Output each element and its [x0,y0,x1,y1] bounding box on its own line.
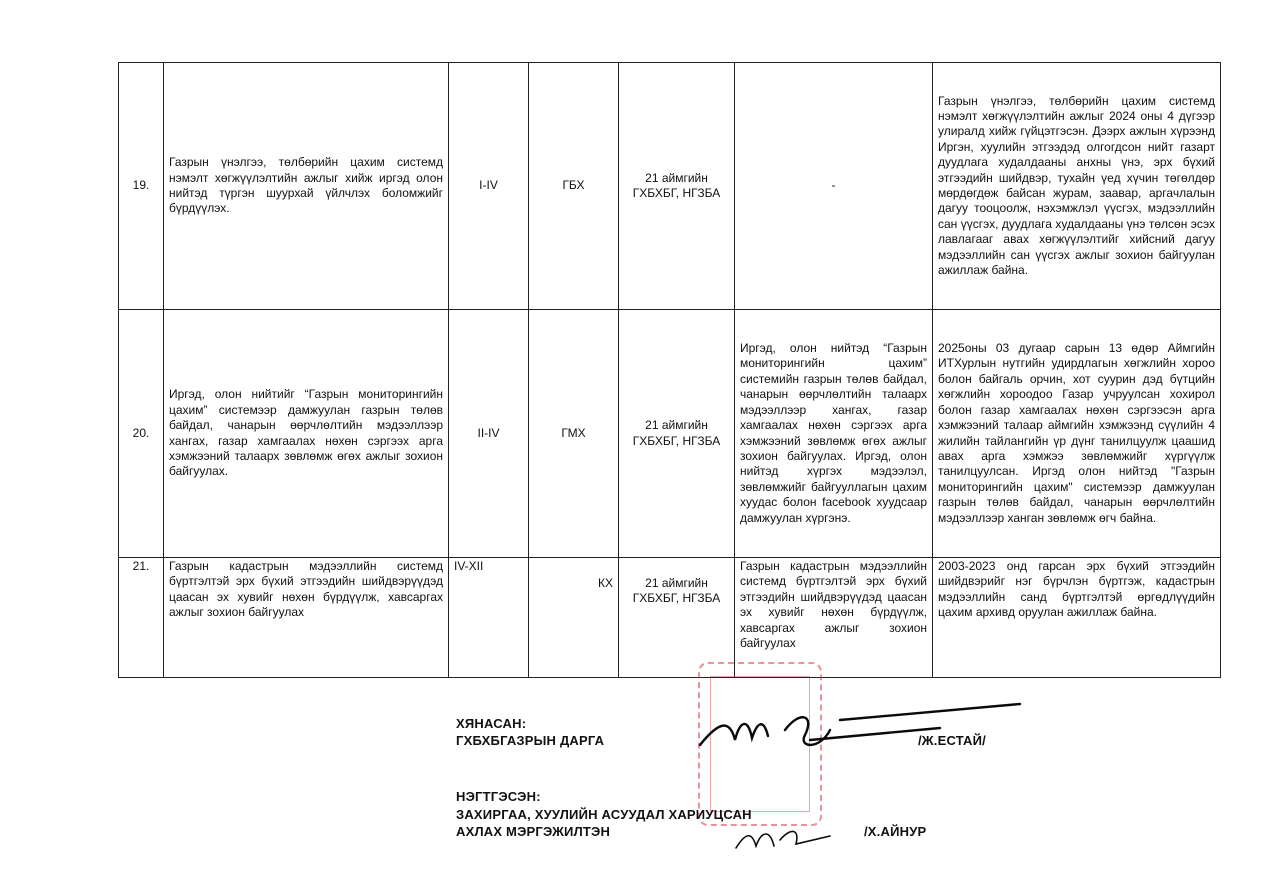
verified-label: НЭГТГЭСЭН: [456,789,541,804]
partner-cell: 21 аймгийн ГХБХБГ, НГЗБА [619,63,735,310]
partner-cell: 21 аймгийн ГХБХБГ, НГЗБА [619,310,735,558]
row-number: 21. [119,558,164,678]
plan-cell: Иргэд, олон нийтэд “Газрын мониторингийн цахим” системийн газрын төлөв байдал, чанарын өөрчлөлтийн талаарх мэдээллээр хангах, газар хамгаалах нөхөн сэргээх арга хэмжээний зөвлөмж өгөх ажлыг зохион байгуулах. Иргэд, олон нийтэд хүргэх мэдээлэл, зөвлөмжийг байгууллагын цахим хуудас болон facebook хуудсаар дамжуулан хүргэнэ. [735,310,933,558]
task-cell: Иргэд, олон нийтийг “Газрын мониторингийн цахим” системээр дамжуулан газрын төлөв байдал, чанарын өөрчлөлтийн мэдээллээр хангах, газар хамгаалах нөхөн сэргээх арга хэмжээний талаарх зөвлөмж өгөх ажлыг зохион байгуулах. [164,310,449,558]
result-cell: Газрын үнэлгээ, төлбөрийн цахим системд нэмэлт хөгжүүлэлтийн ажлыг 2024 оны 4 дүгээр улиралд хийж гүйцэтгэсэн. Дээрх ажлын хүрээнд Иргэн, хуулийн этгээдэд олгогдсон нийт газарт дуудлага худалдааны анхны үнэ, эрх бүхий этгээдийн шийдвэр, тухайн үед хүчин төгөлдөр мөрдөгдөж байсан журам, заавар, аргачлалын дагуу тооцоолж, нэхэмжлэл үүсгэх, мэдээллийн сан үүсгэх, дуудлага худалдааны үнэ төлсөн эсэх лавлагааг авах хөгжүүлэлтийг хийсний дагуу мэдээллийн сан үүсгэх ажлыг зохион байгуулан ажиллаж байна. [933,63,1221,310]
task-cell: Газрын кадастрын мэдээллийн системд бүртгэлтэй эрх бүхий этгээдийн шийдвэрүүдэд цаасан эх хувийг нөхөн бүрдүүлж, хавсаргах ажлыг зохион байгуулах [164,558,449,678]
table-row [119,63,1221,310]
reviewed-name: /Ж.ЕСТАЙ/ [918,733,986,748]
task-cell: Газрын үнэлгээ, төлбөрийн цахим системд нэмэлт хөгжүүлэлтийн ажлыг хийж иргэд олон нийтэд түргэн шуурхай үйлчлэх боломжийг бүрдүүлэх. [164,63,449,310]
plan-cell: - [735,63,933,310]
responsible-cell: ГМХ [529,310,619,558]
reviewed-title: ГХБХБГАЗРЫН ДАРГА [456,733,605,748]
period-cell: I-IV [449,63,529,310]
responsible-cell: ГБХ [529,63,619,310]
period-cell: IV-XII [449,558,529,678]
row-number: 20. [119,310,164,558]
row-number: 19. [119,63,164,310]
signature-mark-1 [690,690,1030,770]
result-cell: 2003-2023 онд гарсан эрх бүхий этгээдийн шийдвэрийг нэг бүрчлэн бүртгэж, кадастрын мэдээллийн санд бүртгэлтэй өргөдлүүдийн цахим архивд оруулан ажиллаж байна. [933,558,1221,678]
table-row [119,558,1221,678]
period-cell: II-IV [449,310,529,558]
signature-mark-2 [730,820,840,860]
partner-cell: 21 аймгийн ГХБХБГ, НГЗБА [619,558,735,678]
report-table [118,62,1221,678]
verified-title-2: АХЛАХ МЭРГЭЖИЛТЭН [456,824,611,839]
verified-name: /Х.АЙНУР [864,824,927,839]
reviewed-label: ХЯНАСАН: [456,716,527,731]
responsible-cell: КХ [529,558,619,678]
result-cell: 2025оны 03 дугаар сарын 13 өдөр Аймгийн ИТХурлын нутгийн удирдлагын хөгжлийн хороо болон байгаль орчин, хот суурин дэд бүтцийн хөгжлийн хороодоо Газар учруулсан хохирол болон газар хамгаалах нөхөн сэргээсэн арга хэмжээний талаар аймгийн хэмжээнд сүүлийн 4 жилийн тайлангийн үр дүнг танилцуулж цаашид авах арга хэмжээ зөвлөмжийг хүргүүлж танилцуулсан. Иргэд олон нийтэд "Газрын мониторингийн цахим" системээр дамжуулан газрын төлөв байдал, чанарын өөрчлөлтийн мэдээллээр ханган зөвлөмж өгч байна. [933,310,1221,558]
plan-cell: Газрын кадастрын мэдээллийн системд бүртгэлтэй эрх бүхий этгээдийн шийдвэрүүдэд цаасан эх хувийг нөхөн бүрдүүлж, хавсаргах ажлыг зохион байгуулах [735,558,933,678]
verified-title-1: ЗАХИРГАА, ХУУЛИЙН АСУУДАЛ ХАРИУЦСАН [456,807,752,822]
table-row [119,310,1221,558]
